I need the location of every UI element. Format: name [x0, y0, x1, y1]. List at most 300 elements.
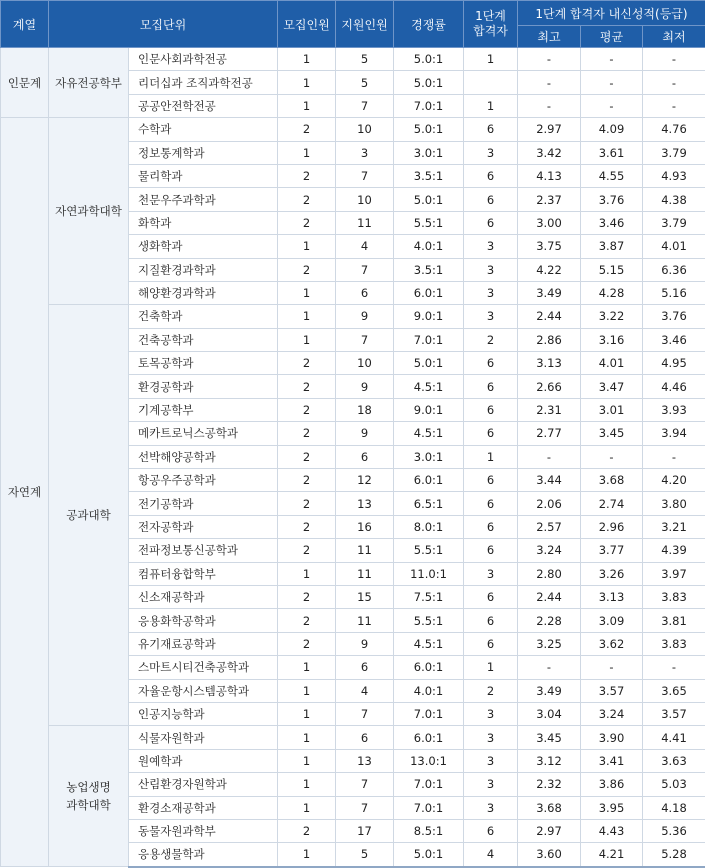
- quota-cell: 1: [278, 141, 336, 164]
- ratio-cell: 8.0:1: [394, 515, 464, 538]
- ratio-cell: 3.0:1: [394, 141, 464, 164]
- college-name: 자유전공학부: [55, 75, 122, 90]
- table-row: [1, 48, 705, 71]
- applicants-cell: 15: [336, 585, 394, 608]
- major-cell: 전기공학과: [129, 492, 278, 515]
- major-cell: 스마트시티건축공학과: [129, 656, 278, 679]
- worst-cell: 4.01: [643, 235, 705, 258]
- applicants-cell: 6: [336, 726, 394, 749]
- ratio-cell: 4.0:1: [394, 679, 464, 702]
- quota-cell: 2: [278, 515, 336, 538]
- best-cell: 2.97: [518, 118, 581, 141]
- avg-cell: -: [581, 445, 643, 468]
- passers-cell: 3: [464, 141, 518, 164]
- ratio-cell: 5.0:1: [394, 188, 464, 211]
- best-cell: -: [518, 94, 581, 117]
- ratio-cell: 5.5:1: [394, 211, 464, 234]
- worst-cell: 3.97: [643, 562, 705, 585]
- best-cell: 2.57: [518, 515, 581, 538]
- major-cell: 선박해양공학과: [129, 445, 278, 468]
- best-cell: 2.31: [518, 398, 581, 421]
- major-cell: 화학과: [129, 211, 278, 234]
- worst-cell: 5.36: [643, 819, 705, 842]
- avg-cell: -: [581, 48, 643, 71]
- ratio-cell: 6.0:1: [394, 726, 464, 749]
- applicants-cell: 7: [336, 796, 394, 819]
- avg-cell: 3.22: [581, 305, 643, 328]
- applicants-cell: 6: [336, 656, 394, 679]
- applicants-cell: 13: [336, 749, 394, 772]
- major-cell: 공공안전학전공: [129, 94, 278, 117]
- applicants-cell: 9: [336, 422, 394, 445]
- applicants-cell: 11: [336, 562, 394, 585]
- major-cell: 항공우주공학과: [129, 469, 278, 492]
- table-body: [1, 48, 705, 867]
- avg-cell: 3.46: [581, 211, 643, 234]
- worst-cell: 4.93: [643, 164, 705, 187]
- quota-cell: 1: [278, 843, 336, 867]
- major-cell: 메카트로닉스공학과: [129, 422, 278, 445]
- header-avg: 평균: [581, 26, 643, 48]
- header-row-1: [1, 1, 705, 26]
- major-cell: 건축공학과: [129, 328, 278, 351]
- college-name: 공과대학: [66, 508, 111, 523]
- header-passers-line2: 합격자: [473, 24, 508, 38]
- applicants-cell: 12: [336, 469, 394, 492]
- header-quota: 모집인원: [278, 1, 336, 48]
- worst-cell: 4.18: [643, 796, 705, 819]
- passers-cell: 3: [464, 702, 518, 725]
- passers-cell: 6: [464, 632, 518, 655]
- ratio-cell: 7.0:1: [394, 773, 464, 796]
- major-cell: 동물자원과학부: [129, 819, 278, 842]
- ratio-cell: 5.0:1: [394, 118, 464, 141]
- quota-cell: 2: [278, 164, 336, 187]
- avg-cell: 3.16: [581, 328, 643, 351]
- ratio-cell: 5.5:1: [394, 609, 464, 632]
- best-cell: 2.97: [518, 819, 581, 842]
- ratio-cell: 5.0:1: [394, 71, 464, 94]
- college-cell: [49, 48, 129, 118]
- table-row: [1, 118, 705, 141]
- best-cell: 3.49: [518, 281, 581, 304]
- avg-cell: 4.09: [581, 118, 643, 141]
- best-cell: 3.25: [518, 632, 581, 655]
- major-cell: 해양환경과학과: [129, 281, 278, 304]
- passers-cell: 1: [464, 48, 518, 71]
- avg-cell: 3.90: [581, 726, 643, 749]
- quota-cell: 1: [278, 71, 336, 94]
- best-cell: 2.86: [518, 328, 581, 351]
- header-ratio: 경쟁률: [394, 1, 464, 48]
- avg-cell: 3.62: [581, 632, 643, 655]
- major-cell: 천문우주과학과: [129, 188, 278, 211]
- quota-cell: 2: [278, 819, 336, 842]
- best-cell: 2.06: [518, 492, 581, 515]
- best-cell: 3.44: [518, 469, 581, 492]
- worst-cell: 3.93: [643, 398, 705, 421]
- applicants-cell: 9: [336, 305, 394, 328]
- applicants-cell: 11: [336, 539, 394, 562]
- ratio-cell: 7.0:1: [394, 94, 464, 117]
- passers-cell: 3: [464, 305, 518, 328]
- passers-cell: 6: [464, 609, 518, 632]
- ratio-cell: 4.0:1: [394, 235, 464, 258]
- avg-cell: 3.95: [581, 796, 643, 819]
- passers-cell: 3: [464, 235, 518, 258]
- major-cell: 리더십과 조직과학전공: [129, 71, 278, 94]
- avg-cell: 4.01: [581, 352, 643, 375]
- avg-cell: 3.09: [581, 609, 643, 632]
- ratio-cell: 9.0:1: [394, 305, 464, 328]
- worst-cell: 3.21: [643, 515, 705, 538]
- ratio-cell: 4.5:1: [394, 375, 464, 398]
- passers-cell: 1: [464, 94, 518, 117]
- worst-cell: -: [643, 94, 705, 117]
- applicants-cell: 4: [336, 679, 394, 702]
- passers-cell: 3: [464, 258, 518, 281]
- major-cell: 정보통계학과: [129, 141, 278, 164]
- quota-cell: 2: [278, 211, 336, 234]
- major-cell: 환경소재공학과: [129, 796, 278, 819]
- header-best: 최고: [518, 26, 581, 48]
- quota-cell: 2: [278, 585, 336, 608]
- avg-cell: 3.61: [581, 141, 643, 164]
- worst-cell: 3.57: [643, 702, 705, 725]
- applicants-cell: 7: [336, 94, 394, 117]
- quota-cell: 2: [278, 352, 336, 375]
- major-cell: 원예학과: [129, 749, 278, 772]
- best-cell: 3.04: [518, 702, 581, 725]
- worst-cell: 4.95: [643, 352, 705, 375]
- major-cell: 전파정보통신공학과: [129, 539, 278, 562]
- avg-cell: -: [581, 71, 643, 94]
- quota-cell: 1: [278, 679, 336, 702]
- avg-cell: 5.15: [581, 258, 643, 281]
- worst-cell: 5.03: [643, 773, 705, 796]
- major-cell: 신소재공학과: [129, 585, 278, 608]
- avg-cell: 3.77: [581, 539, 643, 562]
- applicants-cell: 9: [336, 632, 394, 655]
- best-cell: 2.28: [518, 609, 581, 632]
- header-passers-line1: 1단계: [475, 9, 506, 23]
- avg-cell: 3.41: [581, 749, 643, 772]
- best-cell: 4.13: [518, 164, 581, 187]
- worst-cell: 4.76: [643, 118, 705, 141]
- college-name: 농업생명 과학대학: [66, 780, 111, 813]
- quota-cell: 2: [278, 492, 336, 515]
- applicants-cell: 18: [336, 398, 394, 421]
- header-unit: 모집단위: [49, 1, 278, 48]
- avg-cell: 3.57: [581, 679, 643, 702]
- applicants-cell: 7: [336, 773, 394, 796]
- college-cell: [49, 118, 129, 305]
- header-worst: 최저: [643, 26, 705, 48]
- best-cell: 3.75: [518, 235, 581, 258]
- ratio-cell: 3.0:1: [394, 445, 464, 468]
- best-cell: -: [518, 656, 581, 679]
- best-cell: 2.77: [518, 422, 581, 445]
- avg-cell: 2.96: [581, 515, 643, 538]
- header-grade-group: 1단계 합격자 내신성적(등급): [518, 1, 705, 26]
- best-cell: 4.22: [518, 258, 581, 281]
- passers-cell: 3: [464, 796, 518, 819]
- major-cell: 식물자원학과: [129, 726, 278, 749]
- quota-cell: 2: [278, 609, 336, 632]
- applicants-cell: 10: [336, 118, 394, 141]
- quota-cell: 1: [278, 235, 336, 258]
- passers-cell: 3: [464, 562, 518, 585]
- worst-cell: 4.39: [643, 539, 705, 562]
- major-cell: 기계공학부: [129, 398, 278, 421]
- worst-cell: 5.28: [643, 843, 705, 867]
- worst-cell: -: [643, 445, 705, 468]
- best-cell: 3.68: [518, 796, 581, 819]
- worst-cell: 4.46: [643, 375, 705, 398]
- passers-cell: 6: [464, 375, 518, 398]
- worst-cell: 5.16: [643, 281, 705, 304]
- passers-cell: 6: [464, 515, 518, 538]
- applicants-cell: 11: [336, 211, 394, 234]
- ratio-cell: 7.0:1: [394, 702, 464, 725]
- table-row: [1, 726, 705, 749]
- best-cell: 2.44: [518, 585, 581, 608]
- worst-cell: 6.36: [643, 258, 705, 281]
- passers-cell: 6: [464, 164, 518, 187]
- quota-cell: 2: [278, 469, 336, 492]
- avg-cell: 2.74: [581, 492, 643, 515]
- worst-cell: 4.20: [643, 469, 705, 492]
- major-cell: 산림환경자원학과: [129, 773, 278, 796]
- avg-cell: 3.13: [581, 585, 643, 608]
- quota-cell: 1: [278, 48, 336, 71]
- avg-cell: 3.47: [581, 375, 643, 398]
- applicants-cell: 5: [336, 843, 394, 867]
- passers-cell: 6: [464, 398, 518, 421]
- worst-cell: -: [643, 48, 705, 71]
- best-cell: -: [518, 445, 581, 468]
- quota-cell: 2: [278, 539, 336, 562]
- header-passers: [464, 1, 518, 48]
- avg-cell: 3.76: [581, 188, 643, 211]
- quota-cell: 1: [278, 562, 336, 585]
- major-cell: 인공지능학과: [129, 702, 278, 725]
- ratio-cell: 5.0:1: [394, 843, 464, 867]
- applicants-cell: 7: [336, 328, 394, 351]
- quota-cell: 2: [278, 422, 336, 445]
- ratio-cell: 6.0:1: [394, 281, 464, 304]
- avg-cell: 3.68: [581, 469, 643, 492]
- worst-cell: 3.76: [643, 305, 705, 328]
- worst-cell: 3.79: [643, 211, 705, 234]
- quota-cell: 1: [278, 749, 336, 772]
- passers-cell: 4: [464, 843, 518, 867]
- passers-cell: 6: [464, 352, 518, 375]
- passers-cell: 2: [464, 679, 518, 702]
- college-name: 자연과학대학: [55, 204, 122, 219]
- college-cell: [49, 305, 129, 726]
- quota-cell: 2: [278, 258, 336, 281]
- ratio-cell: 8.5:1: [394, 819, 464, 842]
- applicants-cell: 16: [336, 515, 394, 538]
- best-cell: 2.80: [518, 562, 581, 585]
- ratio-cell: 7.5:1: [394, 585, 464, 608]
- category-cell: 자연계: [1, 118, 49, 867]
- applicants-cell: 6: [336, 281, 394, 304]
- worst-cell: 4.41: [643, 726, 705, 749]
- major-cell: 유기재료공학과: [129, 632, 278, 655]
- worst-cell: 3.83: [643, 632, 705, 655]
- quota-cell: 2: [278, 632, 336, 655]
- major-cell: 지질환경과학과: [129, 258, 278, 281]
- applicants-cell: 6: [336, 445, 394, 468]
- major-cell: 수학과: [129, 118, 278, 141]
- best-cell: 3.42: [518, 141, 581, 164]
- applicants-cell: 17: [336, 819, 394, 842]
- quota-cell: 2: [278, 188, 336, 211]
- best-cell: 3.60: [518, 843, 581, 867]
- quota-cell: 2: [278, 118, 336, 141]
- best-cell: 3.45: [518, 726, 581, 749]
- worst-cell: 3.63: [643, 749, 705, 772]
- best-cell: 2.32: [518, 773, 581, 796]
- passers-cell: 6: [464, 492, 518, 515]
- header-category: 계열: [1, 1, 49, 48]
- passers-cell: 6: [464, 188, 518, 211]
- quota-cell: 1: [278, 773, 336, 796]
- passers-cell: 3: [464, 749, 518, 772]
- passers-cell: 6: [464, 585, 518, 608]
- quota-cell: 2: [278, 375, 336, 398]
- worst-cell: -: [643, 71, 705, 94]
- applicants-cell: 7: [336, 258, 394, 281]
- best-cell: 2.66: [518, 375, 581, 398]
- worst-cell: 3.46: [643, 328, 705, 351]
- major-cell: 생화학과: [129, 235, 278, 258]
- ratio-cell: 5.5:1: [394, 539, 464, 562]
- worst-cell: 3.83: [643, 585, 705, 608]
- worst-cell: -: [643, 656, 705, 679]
- applicants-cell: 7: [336, 164, 394, 187]
- applicants-cell: 10: [336, 188, 394, 211]
- best-cell: 3.00: [518, 211, 581, 234]
- quota-cell: 1: [278, 702, 336, 725]
- quota-cell: 1: [278, 94, 336, 117]
- worst-cell: 3.94: [643, 422, 705, 445]
- worst-cell: 3.79: [643, 141, 705, 164]
- avg-cell: 4.21: [581, 843, 643, 867]
- best-cell: 2.44: [518, 305, 581, 328]
- passers-cell: 1: [464, 656, 518, 679]
- passers-cell: 3: [464, 281, 518, 304]
- ratio-cell: 6.0:1: [394, 469, 464, 492]
- quota-cell: 1: [278, 305, 336, 328]
- worst-cell: 3.65: [643, 679, 705, 702]
- ratio-cell: 4.5:1: [394, 422, 464, 445]
- header-applicants: 지원인원: [336, 1, 394, 48]
- ratio-cell: 9.0:1: [394, 398, 464, 421]
- avg-cell: 4.55: [581, 164, 643, 187]
- category-cell: 인문계: [1, 48, 49, 118]
- ratio-cell: 5.0:1: [394, 48, 464, 71]
- major-cell: 토목공학과: [129, 352, 278, 375]
- best-cell: 2.37: [518, 188, 581, 211]
- ratio-cell: 3.5:1: [394, 258, 464, 281]
- quota-cell: 1: [278, 281, 336, 304]
- table-row: [1, 305, 705, 328]
- avg-cell: 4.43: [581, 819, 643, 842]
- avg-cell: 4.28: [581, 281, 643, 304]
- ratio-cell: 4.5:1: [394, 632, 464, 655]
- college-cell: [49, 726, 129, 867]
- major-cell: 환경공학과: [129, 375, 278, 398]
- ratio-cell: 13.0:1: [394, 749, 464, 772]
- avg-cell: 3.26: [581, 562, 643, 585]
- passers-cell: 6: [464, 819, 518, 842]
- avg-cell: 3.86: [581, 773, 643, 796]
- passers-cell: 2: [464, 328, 518, 351]
- avg-cell: 3.24: [581, 702, 643, 725]
- quota-cell: 2: [278, 398, 336, 421]
- major-cell: 전자공학과: [129, 515, 278, 538]
- best-cell: 3.24: [518, 539, 581, 562]
- applicants-cell: 4: [336, 235, 394, 258]
- passers-cell: 6: [464, 469, 518, 492]
- quota-cell: 1: [278, 328, 336, 351]
- avg-cell: 3.01: [581, 398, 643, 421]
- worst-cell: 3.80: [643, 492, 705, 515]
- ratio-cell: 3.5:1: [394, 164, 464, 187]
- ratio-cell: 11.0:1: [394, 562, 464, 585]
- major-cell: 인문사회과학전공: [129, 48, 278, 71]
- applicants-cell: 5: [336, 71, 394, 94]
- ratio-cell: 7.0:1: [394, 328, 464, 351]
- major-cell: 응용생물학과: [129, 843, 278, 867]
- passers-cell: 1: [464, 445, 518, 468]
- major-cell: 자율운항시스템공학과: [129, 679, 278, 702]
- avg-cell: -: [581, 94, 643, 117]
- applicants-cell: 13: [336, 492, 394, 515]
- passers-cell: 3: [464, 773, 518, 796]
- major-cell: 물리학과: [129, 164, 278, 187]
- best-cell: -: [518, 48, 581, 71]
- worst-cell: 4.38: [643, 188, 705, 211]
- major-cell: 컴퓨터융합학부: [129, 562, 278, 585]
- major-cell: 응용화학공학과: [129, 609, 278, 632]
- quota-cell: 1: [278, 726, 336, 749]
- quota-cell: 1: [278, 796, 336, 819]
- applicants-cell: 5: [336, 48, 394, 71]
- passers-cell: 6: [464, 539, 518, 562]
- best-cell: -: [518, 71, 581, 94]
- passers-cell: [464, 71, 518, 94]
- quota-cell: 1: [278, 656, 336, 679]
- best-cell: 3.13: [518, 352, 581, 375]
- applicants-cell: 10: [336, 352, 394, 375]
- best-cell: 3.49: [518, 679, 581, 702]
- quota-cell: 2: [278, 445, 336, 468]
- applicants-cell: 11: [336, 609, 394, 632]
- passers-cell: 6: [464, 422, 518, 445]
- ratio-cell: 7.0:1: [394, 796, 464, 819]
- passers-cell: 3: [464, 726, 518, 749]
- avg-cell: 3.45: [581, 422, 643, 445]
- best-cell: 3.12: [518, 749, 581, 772]
- ratio-cell: 5.0:1: [394, 352, 464, 375]
- avg-cell: 3.87: [581, 235, 643, 258]
- applicants-cell: 9: [336, 375, 394, 398]
- passers-cell: 6: [464, 118, 518, 141]
